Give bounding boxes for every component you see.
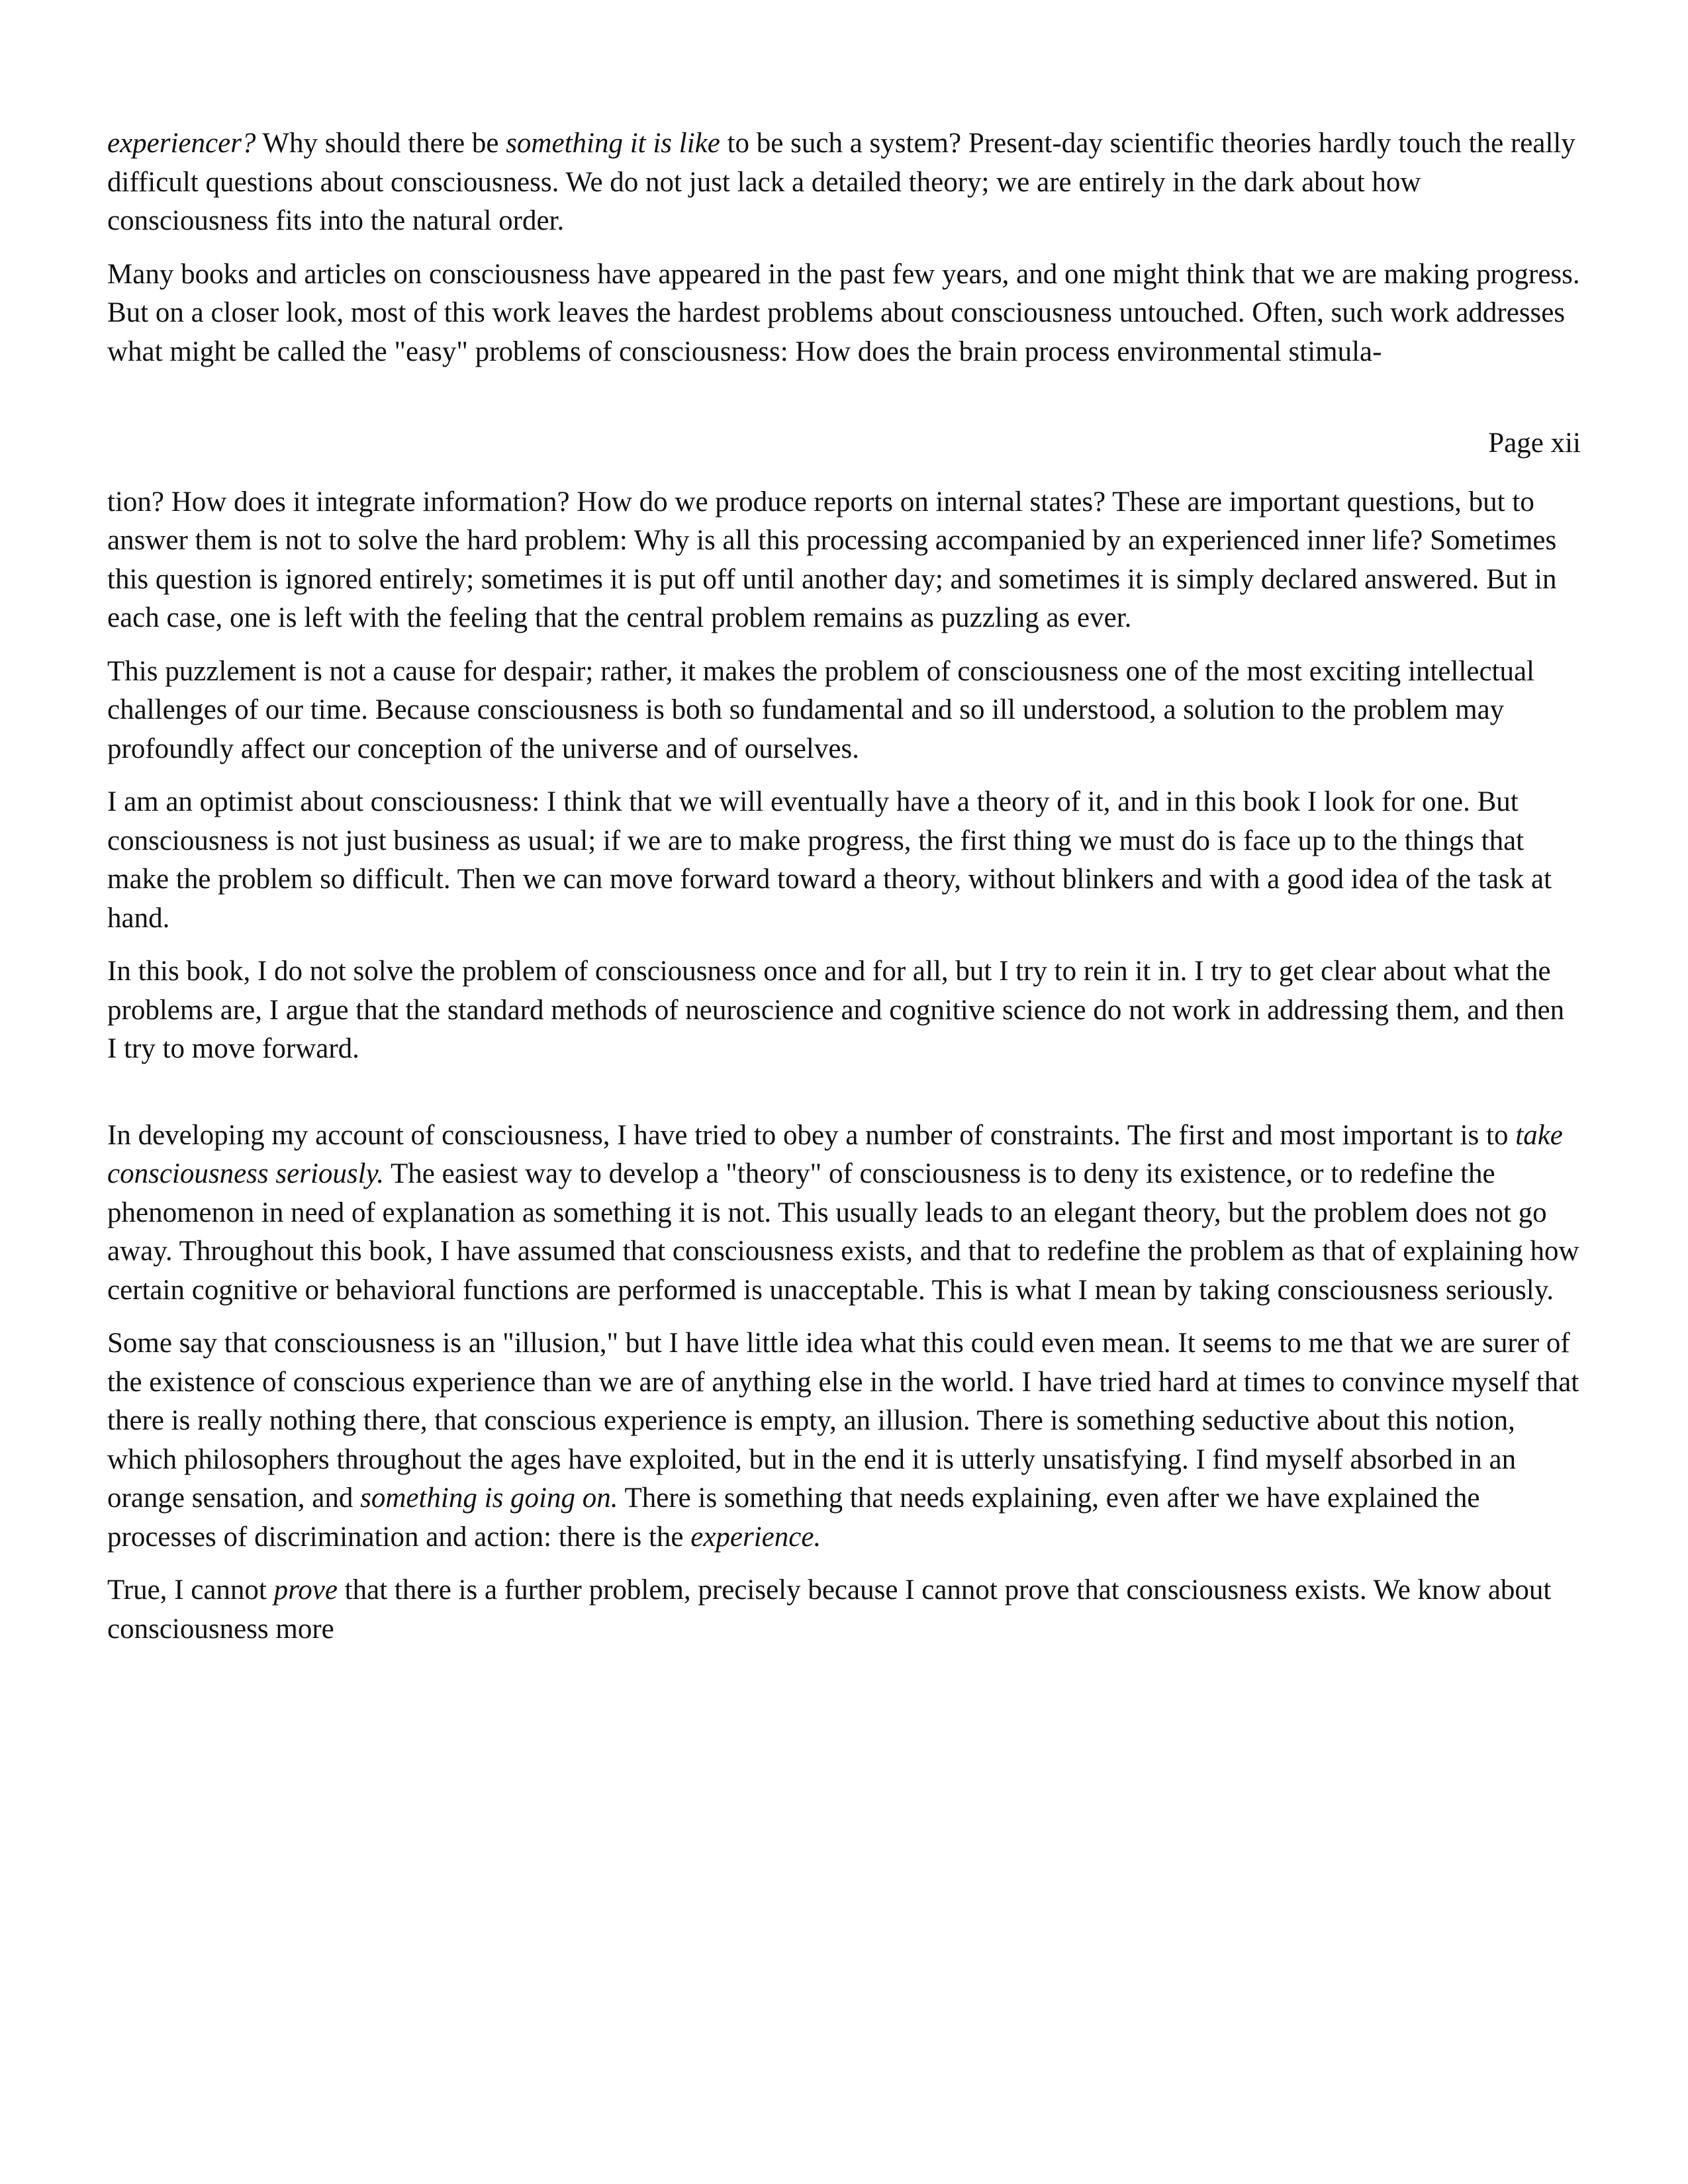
italic-text: prove	[273, 1574, 338, 1606]
body-text: that there is a further problem, precisely because I cannot prove that consciousness exists. We know about consciousness more	[107, 1574, 1552, 1645]
paragraph-optimist: I am an optimist about consciousness: I think that we will eventually have a theory of it, and in this book I look for one. But consciousness is not just business as usual; if we are to make progress, the first thing we must do is face up to the things that make the problem so difficult. Then we can move forward toward a theory, without blinkers and with a good idea of the task at hand.	[107, 786, 1552, 934]
paragraph-book-aims: In this book, I do not solve the problem of consciousness once and for all, but I try to rein it in. I try to get clear about what the problems are, I argue that the standard methods of neuroscience and cognitive science do not work in addressing them, and then I try to move forward.	[107, 956, 1565, 1064]
document-page	[107, 124, 1581, 1663]
body-text: Some say that consciousness is an "illusion," but I have little idea what this could even mean. It seems to me that we are surer of the existence of conscious experience than we are of anything else in the world. I have tried hard at times to convince myself that there is really nothing there, that conscious experience is empty, an illusion. There is something seductive about this notion, which philosophers throughout the ages have exploited, but in the end it is utterly unsatisfying. I find myself absorbed in an orange sensation, and	[107, 1328, 1579, 1514]
body-text: to be such a system? Present-day scientific theories hardly touch the really difficult questions about consciousness. We do not just lack a detailed theory; we are entirely in the dark about how consciousness fits into the natural order.	[107, 128, 1575, 236]
body-text: There is something that needs explaining, even after we have explained the processes of discrimination and action: there is the	[107, 1482, 1480, 1553]
italic-text: something it is like	[506, 128, 720, 159]
body-text: True, I cannot	[107, 1574, 274, 1606]
body-text: The easiest way to develop a "theory" of consciousness is to deny its existence, or to redefine the phenomenon in need of explanation as something it is not. This usually leads to an elegant theory, but the problem does not go away. Throughout this book, I have assumed that consciousness exists, and that to redefine the problem as that of explaining how certain cognitive or behavioral functions are performed is unacceptable. This is what I mean by taking consciousness seriously.	[107, 1158, 1579, 1306]
paragraph-constraints	[107, 1116, 1581, 1310]
italic-text: experiencer?	[107, 128, 256, 159]
body-text: In developing my account of consciousness, I have tried to obey a number of constraints. The first and most important is to	[107, 1119, 1516, 1151]
page-number: Page xii	[1488, 428, 1581, 459]
paragraph-proof	[107, 1571, 1581, 1649]
paragraph-puzzlement: This puzzlement is not a cause for despair; rather, it makes the problem of consciousness one of the most exciting intellectual challenges of our time. Because consciousness is both so fundamental and so ill understood, a solution to the problem may profoundly affect our conception of the universe and of ourselves.	[107, 655, 1535, 764]
italic-text: take consciousness seriously.	[107, 1119, 1563, 1189]
paragraph-hard-problem: tion? How does it integrate information? How do we produce reports on internal states? These are important questions, but to answer them is not to solve the hard problem: Why is all this processing accompanied by an experienced inner life? Sometimes this question is ignored entirely; sometimes it is put off until another day; and sometimes it is simply declared answered. But in each case, one is left with the feeling that the central problem remains as puzzling as ever.	[107, 486, 1557, 633]
paragraph-illusion	[107, 1324, 1581, 1557]
body-text: Why should there be	[256, 128, 506, 159]
paragraph-hard-questions	[107, 124, 1581, 241]
paragraph-easy-problems: Many books and articles on consciousness have appeared in the past few years, and one might think that we are making progress. But on a closer look, most of this work leaves the hardest problems about consciousness untouched. Often, such work addresses what might be called the "easy" problems of consciousness: How does the brain process environmental stimula-	[107, 258, 1580, 367]
italic-text: experience.	[690, 1521, 821, 1553]
italic-text: something is going on.	[360, 1482, 618, 1514]
